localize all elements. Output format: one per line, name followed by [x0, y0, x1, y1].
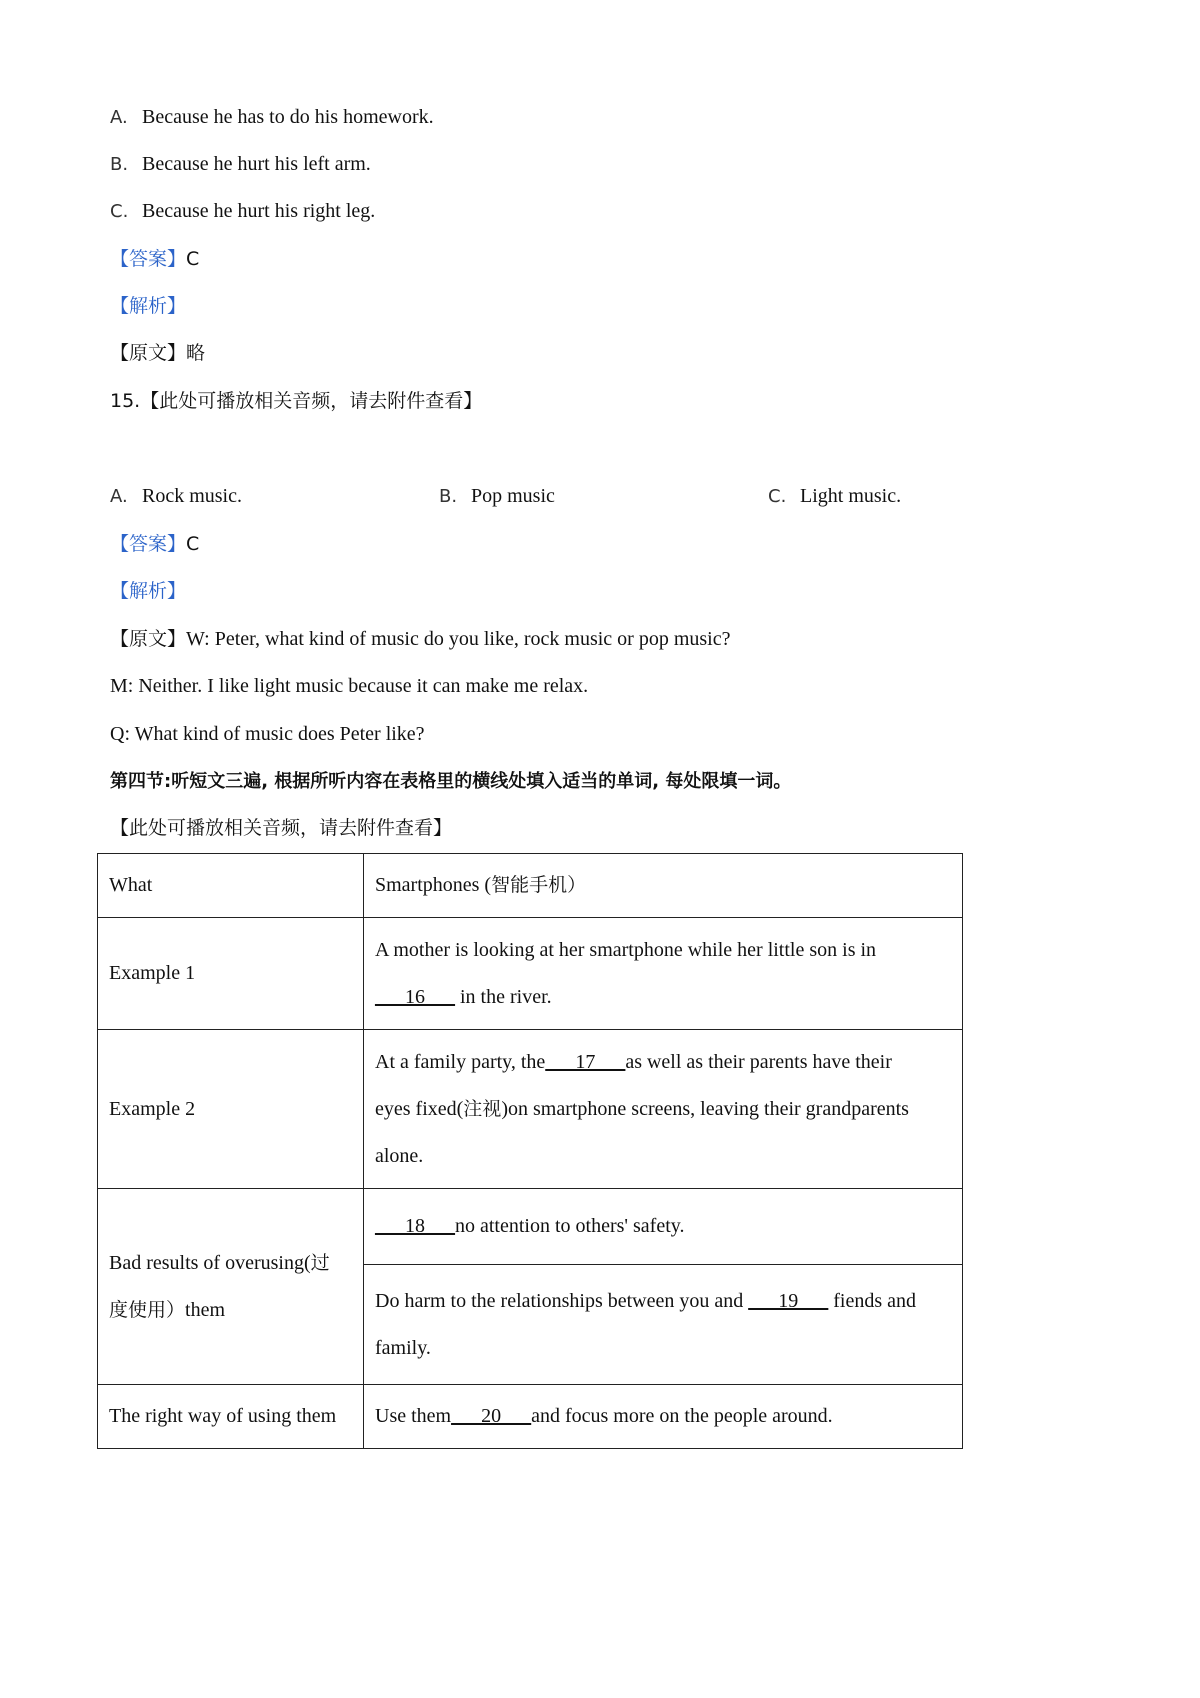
- row-label: Example 2: [98, 1030, 364, 1189]
- q14-option-b: [110, 151, 371, 178]
- q15-option-b: [439, 483, 555, 510]
- row-content: [364, 854, 963, 918]
- row-content: [364, 1385, 963, 1449]
- option-text: Because he hurt his left arm.: [142, 153, 371, 175]
- original-tag: 【原文】: [110, 628, 187, 650]
- text-segment: 过: [310, 1251, 330, 1274]
- text-segment: no attention to others' safety.: [455, 1215, 685, 1237]
- option-letter: A.: [110, 486, 128, 507]
- answer-tag: 【答案】: [110, 533, 187, 555]
- q15-answer: [110, 531, 199, 557]
- row-label: [98, 1189, 364, 1385]
- fill-in-table: [97, 853, 963, 1449]
- option-letter: C.: [110, 201, 129, 222]
- text-segment: )on smartphone screens, leaving their grandparents: [501, 1097, 909, 1120]
- text-segment: alone.: [375, 1144, 424, 1167]
- transcript-line: M: Neither. I like light music because it can make me relax.: [110, 675, 589, 697]
- audio-note: 【此处可播放相关音频，请去附件查看】: [110, 817, 453, 839]
- section4-audio: [110, 815, 452, 841]
- audio-note: 【此处可播放相关音频，请去附件查看】: [140, 390, 483, 412]
- row-label: The right way of using them: [98, 1385, 364, 1449]
- blank-20[interactable]: ___20___: [451, 1405, 532, 1427]
- text-segment: eyes fixed(: [375, 1097, 464, 1120]
- text-segment: Bad results of overusing(: [109, 1251, 311, 1274]
- row-content: [364, 1189, 963, 1265]
- blank-18[interactable]: ___18___: [375, 1215, 455, 1237]
- q14-analysis: [110, 293, 186, 319]
- q14-original: [110, 340, 205, 366]
- q14-option-c: [110, 198, 375, 225]
- option-text: Because he has to do his homework.: [142, 106, 434, 128]
- option-text: Pop music: [471, 485, 555, 507]
- row-label: What: [98, 854, 364, 918]
- text-segment: them: [185, 1298, 226, 1321]
- q15-transcript-3: [110, 721, 425, 747]
- text-segment: A mother is looking at her smartphone while her little son is in: [375, 938, 877, 961]
- transcript-line: W: Peter, what kind of music do you like, rock music or pop music?: [186, 628, 731, 650]
- answer-tag: 【答案】: [110, 248, 187, 270]
- text-segment: 智能手机: [491, 874, 568, 896]
- option-letter: A.: [110, 107, 128, 128]
- q14-answer: [110, 246, 199, 272]
- option-text: Rock music.: [142, 485, 242, 507]
- option-letter: B.: [110, 154, 129, 175]
- text-segment: as well as their parents have their: [625, 1050, 892, 1073]
- answer-value: C: [186, 533, 200, 555]
- text-segment: 度使用）: [109, 1298, 186, 1321]
- transcript-line: Q: What kind of music does Peter like?: [110, 723, 425, 745]
- text-segment: Do harm to the relationships between you and: [375, 1289, 749, 1312]
- q15-original: [110, 626, 730, 652]
- row-content: [364, 1265, 963, 1385]
- section-heading: 第四节:听短文三遍, 根据所听内容在表格里的横线处填入适当的单词, 每处限填一词。: [110, 771, 792, 792]
- text-segment: family.: [375, 1336, 431, 1359]
- table-row: [98, 918, 963, 1030]
- option-letter: C.: [768, 486, 787, 507]
- text-segment: 注视: [463, 1097, 502, 1120]
- original-tag: 【原文】: [110, 342, 187, 364]
- option-text: Light music.: [800, 485, 902, 507]
- question-number: 15.: [110, 390, 141, 412]
- q15-options: [110, 483, 1010, 509]
- answer-value: C: [186, 248, 200, 270]
- text-segment: At a family party, the: [375, 1050, 546, 1073]
- row-content: [364, 918, 963, 1030]
- text-segment: and focus more on the people around.: [531, 1405, 833, 1427]
- q15-analysis: [110, 578, 186, 604]
- table-row: [98, 1385, 963, 1449]
- row-label: Example 1: [98, 918, 364, 1030]
- q15-transcript-2: [110, 673, 588, 699]
- blank-16[interactable]: ___16___: [375, 985, 455, 1008]
- blank-19[interactable]: ___19___: [748, 1289, 829, 1312]
- q15-header: [110, 388, 482, 414]
- analysis-tag: 【解析】: [110, 295, 187, 317]
- text-segment: ）: [567, 874, 587, 896]
- text-segment: Use them: [375, 1405, 452, 1427]
- table-row: [98, 854, 963, 918]
- analysis-tag: 【解析】: [110, 580, 187, 602]
- table-row: [98, 1189, 963, 1265]
- original-text: 略: [186, 342, 206, 364]
- table-row: [98, 1030, 963, 1189]
- text-segment: in the river.: [455, 985, 552, 1008]
- option-letter: B.: [439, 486, 458, 507]
- q14-option-a: [110, 104, 434, 131]
- text-segment: Smartphones (: [375, 874, 492, 896]
- blank-17[interactable]: ___17___: [545, 1050, 626, 1073]
- text-segment: fiends and: [828, 1289, 917, 1312]
- q15-option-c: [768, 483, 901, 510]
- row-content: [364, 1030, 963, 1189]
- option-text: Because he hurt his right leg.: [142, 200, 376, 222]
- q15-option-a: [110, 483, 242, 510]
- section4-heading: [110, 768, 791, 795]
